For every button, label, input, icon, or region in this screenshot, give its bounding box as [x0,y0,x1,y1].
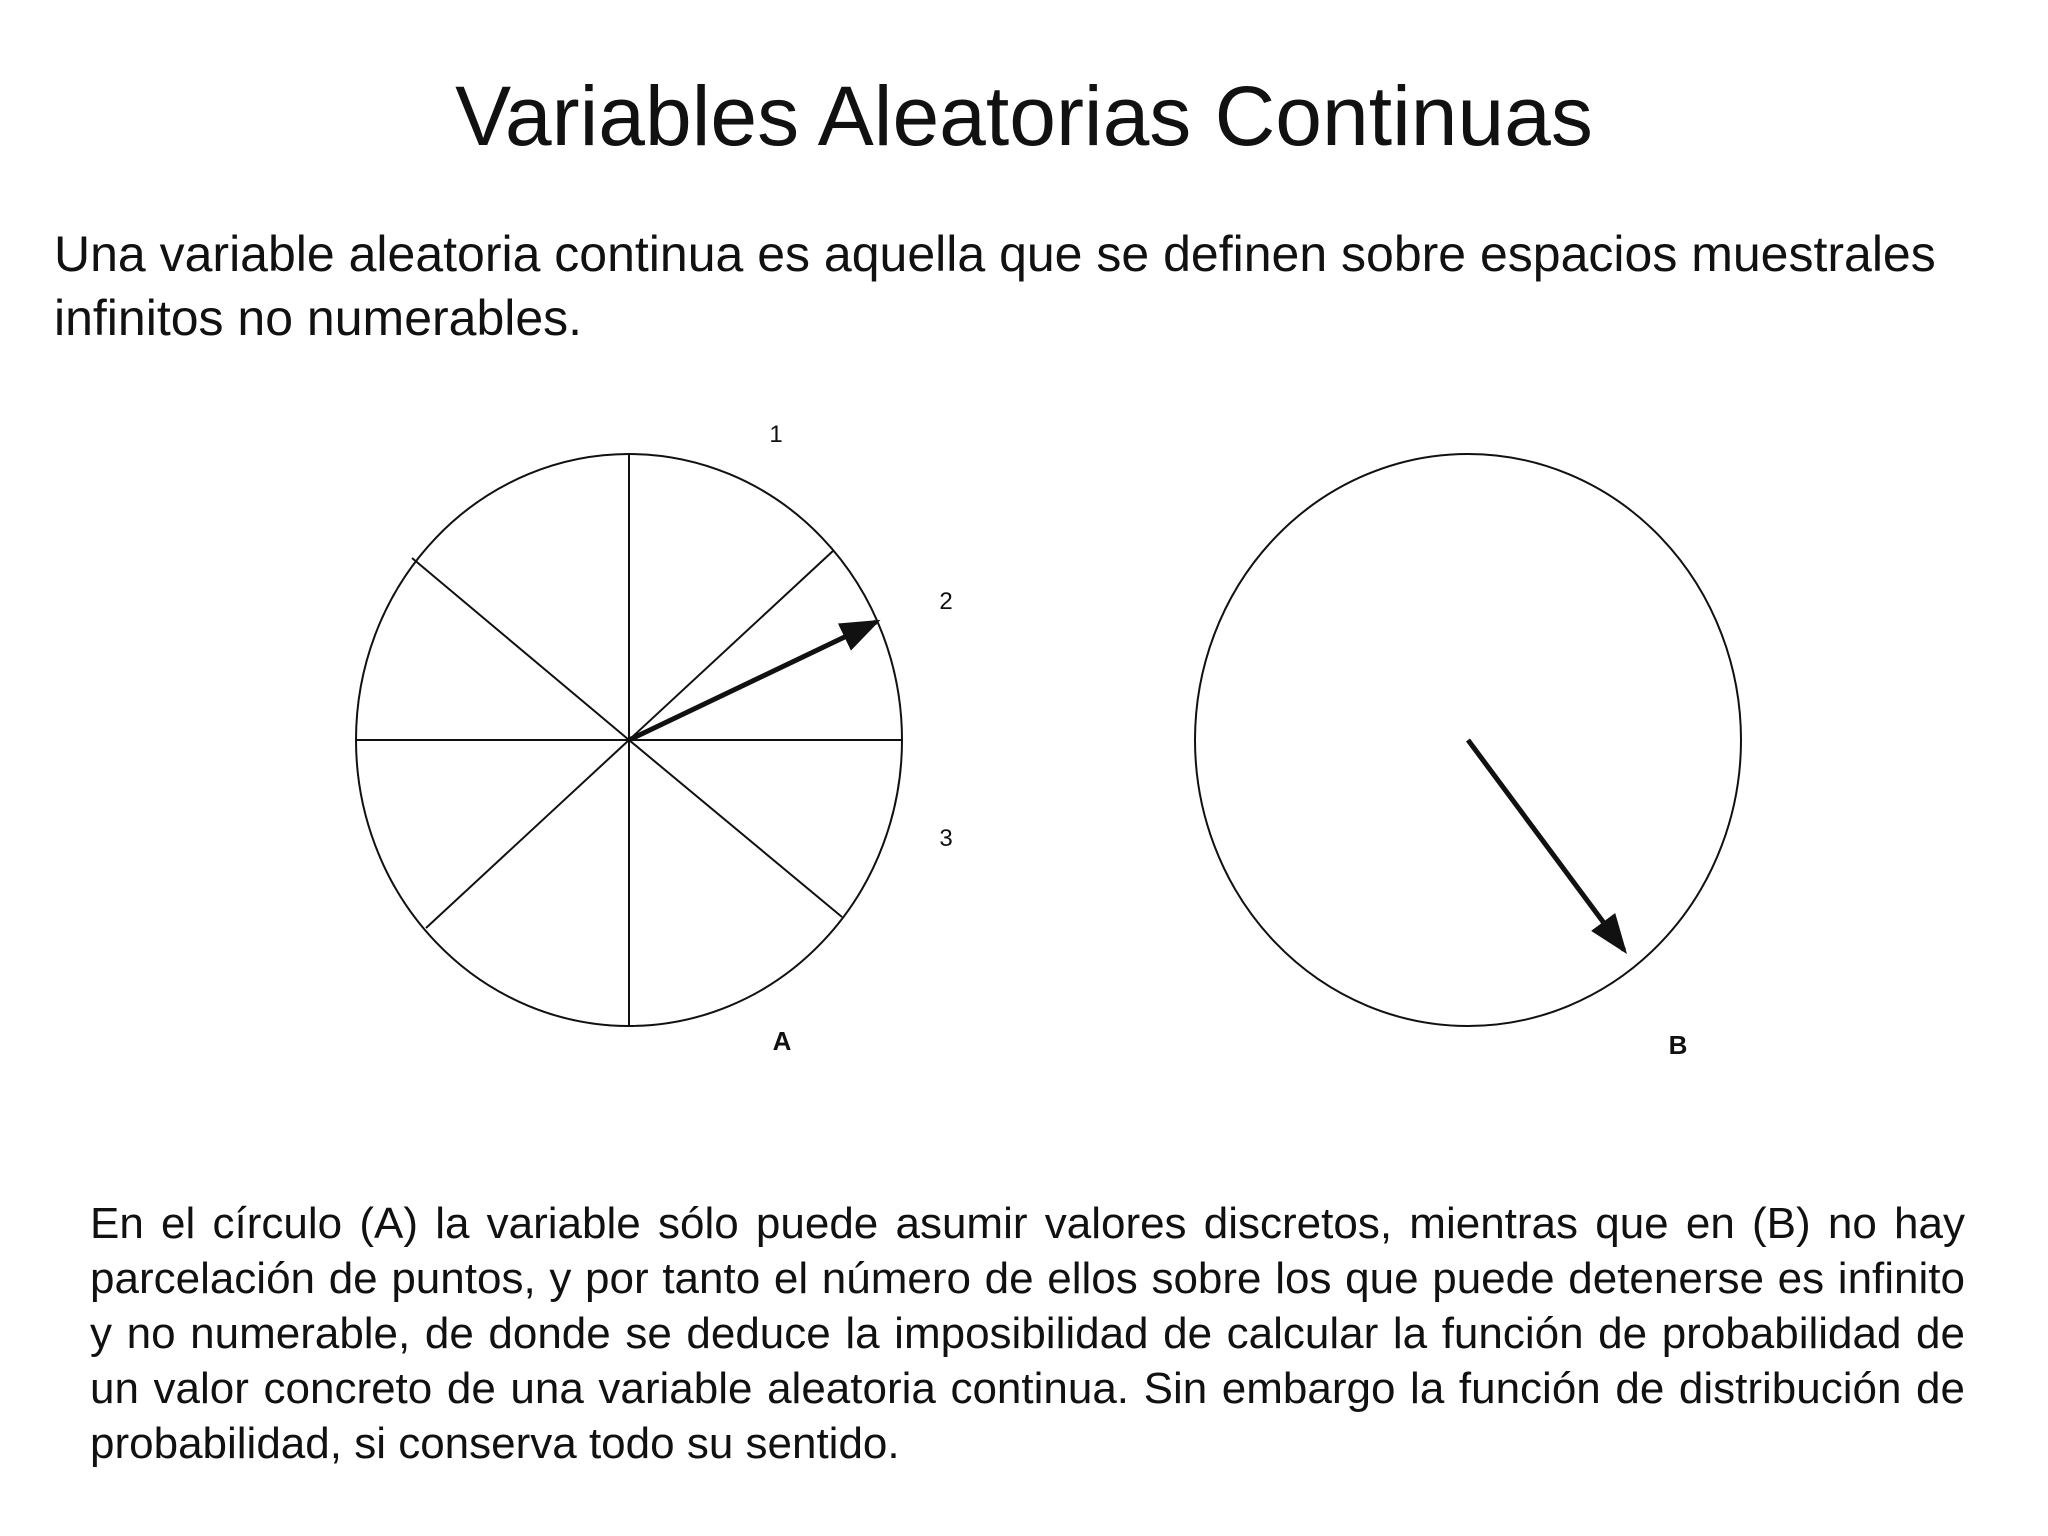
wheel-a-pointer-arrow [629,622,876,740]
intro-paragraph: Una variable aleatoria continua es aquella que se definen sobre espacios muestrales infinitos no numerables. [54,226,1936,346]
wheel-a-sector-label-1: 1 [769,421,783,448]
wheel-a-divider-upper-left [412,558,629,740]
wheel-b-pointer-arrow [1468,740,1624,950]
wheel-b [1195,454,1741,1060]
wheel-a-caption: A [772,1026,792,1056]
wheel-b-caption: B [1668,1030,1688,1060]
wheel-a [356,421,953,1056]
wheel-a-divider-lower-left [426,740,629,928]
wheel-a-divider-upper-right [629,550,834,740]
explanation-paragraph: En el círculo (A) la variable sólo puede asumir valores discretos, mientras que en (B) no hay parcelación de puntos, y por tanto el número de ellos sobre los que puede detenerse es infinito y no numerable, de donde se deduce la imposibilidad de calcular la función de probabilidad de un valor concreto de una variable aleatoria continua. Sin embargo la función de distribución de probabilidad, si conserva todo su sentido. [90,1199,1965,1468]
wheel-a-divider-lower-right [629,740,842,917]
slide-title: Variables Aleatorias Continuas [455,69,1593,163]
wheel-a-sector-label-2: 2 [939,588,953,615]
wheel-a-sector-label-3: 3 [939,825,953,852]
